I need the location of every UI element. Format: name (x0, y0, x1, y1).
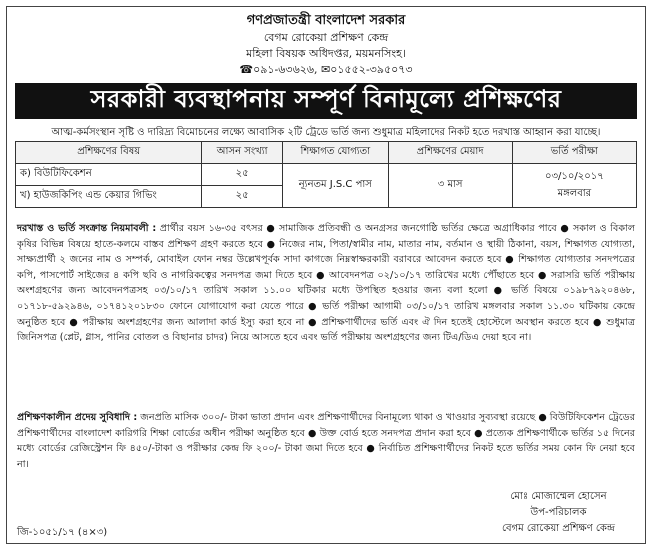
govt-title: গণপ্রজাতন্ত্রী বাংলাদেশ সরকার (246, 13, 406, 28)
headline-banner: সরকারী ব্যবস্থাপনায় সম্পূর্ণ বিনামূল্যে প্রশিক্ষণের (15, 83, 637, 119)
col-qualification: শিক্ষাগত যোগ্যতা (283, 142, 389, 164)
institute-name: বেগম রোকেয়া প্রশিক্ষণ কেন্দ্র (263, 31, 389, 44)
benefits-section (17, 410, 635, 472)
signatory-name: মোঃ মোজাম্মেল হোসেন (510, 491, 607, 502)
reference-number: জি-১০৫১/১৭ (৪×৩) (17, 527, 108, 538)
exam-day: মঙ্গলবার (557, 187, 592, 199)
subject-cell: ক) বিউটিফিকেশন (16, 164, 202, 186)
signatory-office: বেগম রোকেয়া প্রশিক্ষণ কেন্দ্র (501, 523, 615, 534)
rules-section (17, 221, 635, 346)
col-seats: আসন সংখ্যা (202, 142, 283, 164)
table-row (16, 164, 637, 186)
table-header-row (16, 142, 637, 164)
signature-block (502, 489, 615, 537)
training-table (15, 141, 637, 208)
signatory-designation: উপ-পরিচালক (530, 507, 587, 518)
department-name: মহিলা বিষয়ক অধিদপ্তর, ময়মনসিংহ। (246, 47, 406, 60)
contact-line: ☎০৯১-৬৩৬২৬, ✉০১৫৫২-৩৯৫০৭৩ (239, 63, 413, 76)
notice-page (6, 6, 646, 544)
intro-text: আত্ম-কর্মসংস্থান সৃষ্টি ও দারিদ্র্য বিমোচনের লক্ষ্যে আবাসিক ২টি ট্রেডে ভর্তি জন্য শুধুমাত্র মহিলাদের নিকট হতে দরখাস্ত আহ্বান করা যাচ্ছে। (51, 127, 601, 138)
benefits-title: প্রশিক্ষণকালীন প্রদেয় সুবিধাদি : (17, 412, 138, 423)
subject-cell: খ) হাউজকিপিং এন্ড কেয়ার গিভিং (16, 186, 202, 208)
seats-cell: ২৫ (202, 164, 283, 186)
col-duration: প্রশিক্ষণের মেয়াদ (388, 142, 512, 164)
qualification-cell: ন্যূনতম J.S.C পাস (283, 164, 389, 208)
duration-cell: ৩ মাস (388, 164, 512, 208)
rules-title: দরখাস্ত ও ভর্তি সংক্রান্ত নিয়মাবলী : (17, 223, 157, 234)
col-exam: ভর্তি পরীক্ষা (512, 142, 636, 164)
exam-date: ০৩/১০/২০১৭ (545, 170, 604, 182)
benefits-text: জনপ্রতি মাসিক ৩০০/- টাকা ভাতা প্রদান এবং প্রশিক্ষণার্থীদের বিনামূল্যে থাকা ও খাওয়ার সুব্যবস্থা রয়েছে ● বিউটিফিকেশন ট্রেডের প্রশিক্ষণার্থীদের বাংলাদেশ কারিগরি শিক্ষা বোর্ডের অধীন পরীক্ষা অনুষ্ঠিত হবে ● উক্ত বোর্ড হতে সনদপত্র প্রদান করা হবে ● প্রত্যেক প্রশিক্ষণার্থীকে ভর্তির ১৫ দিনের মধ্যে বোর্ডের রেজিস্ট্রেশন ফি ৪৫০/-টাকা ও পরীক্ষার কেন্দ্র ফি ২০০/- টাকা জমা দিতে হবে ● নির্বাচিত প্রশিক্ষণার্থীদের নিকট হতে ভর্তির সময় কোন ফি নেয়া হবে না। (17, 412, 635, 470)
col-subject: প্রশিক্ষণের বিষয় (16, 142, 202, 164)
rules-text: প্রার্থীর বয়স ১৬-৩৫ বৎসর ● সামাজিক প্রতিবন্ধী ও অনগ্রসর জনগোষ্ঠি ভর্তির ক্ষেত্রে অগ্রাধিকার পাবে ● সকাল ও বিকাল কৃষির বিভিন্ন বিষয়ে হাতে-কলমে বাস্তব প্রশিক্ষণ গ্রহণ করতে হবে ● নিজের নাম, পিতা/স্বামীর নাম, মাতার নাম, বর্তমান ও স্থায়ী ঠিকানা, বয়স, শিক্ষাগত যোগ্যতা, সাক্ষ্যপ্রার্থী ২ জনের নাম ও সম্পর্ক, মোবাইল ফোন নম্বর উল্লেখপূর্বক সাদা কাগজে নিম্নস্বাক্ষরকারী বরাবরে আবেদন করতে হবে ● শিক্ষাগত যোগ্যতার সনদপত্রের কপি, পাসপোর্ট সাইজের ৪ কপি ছবি ও নাগরিকত্বের সনদপত্র জমা দিতে হবে ● আবেদনপত্র ০২/১০/১৭ তারিখের মধ্যে পৌঁছাতে হবে ● সরাসরি ভর্তি পরীক্ষায় অংশগ্রহণের জন্য আবেদনপত্রসহ ০৩/১০/১৭ তারিখ সকাল ১১.০০ ঘটিকার মধ্যে উপস্থিত হওয়ার জন্য বলা হলো ● ভর্তি বিষয়ে ০১৯৮৭৯২০৪৬৮, ০১৭১৮-৫৯২৯৪৬, ০১৭৪১২০১৮৩০ ফোনে যোগাযোগ করা যেতে পারে ● ভর্তি পরীক্ষা আগামী ০৩/১০/১৭ তারিখ মঙ্গলবার সকাল ১১.৩০ ঘটিকায় কেন্দ্রে অনুষ্ঠিত হবে ● পরীক্ষায় অংশগ্রহণের জন্য আলাদা কার্ড ইস্যু করা হবে না ● প্রশিক্ষণার্থীদের ভর্তি এবং ঐ দিন হতেই হোস্টেলে অবস্থান করতে হবে ● শুধুমাত্র জিনিসপত্র (প্লেট, গ্লাস, পানির বোতল ও বিছানার চাদর) নিয়ে আসতে হবে এবং ভর্তি পরীক্ষায় অংশগ্রহণের জন্য টিএ/ডিএ দেয়া হবে না। (17, 223, 635, 344)
seats-cell: ২৫ (202, 186, 283, 208)
exam-cell (512, 164, 636, 208)
